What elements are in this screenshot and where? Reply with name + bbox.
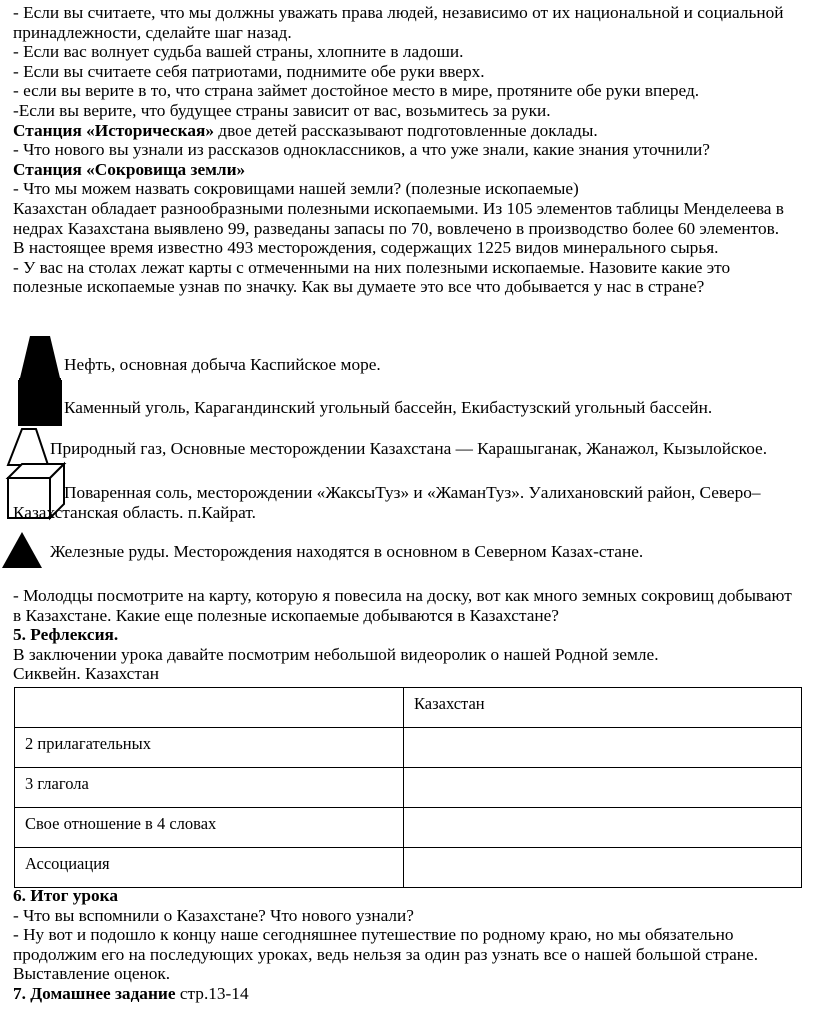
summary-block (13, 886, 803, 1004)
table-cell: 3 глагола (15, 768, 404, 808)
table-cell: Ассоциация (15, 848, 404, 888)
reflection-heading: 5. Рефлексия. (13, 625, 119, 645)
map-question: - Молодцы посмотрите на карту, которую я повесила на доску, вот как много земных сокровищ добывают в Казахстане. Какие еще полезные ископаемые добываются в Казахстане? (13, 586, 792, 625)
station-treasures-fact1: Казахстан обладает разнообразными полезными ископаемыми. Из 105 элементов таблицы Менделеева в недрах Казахстана выявлено 99, разведаны запасы по 70, вовлечено в производство более 60 элементов. (13, 198, 784, 238)
legend-iron-text: Железные руды. Месторождения находятся в основном в Северном Казах-стане. (50, 542, 644, 561)
table-header-cell: Казахстан (404, 688, 802, 728)
summary-text: - Ну вот и подошло к концу наше сегодняшнее путешествие по родному краю, но мы обязательно продолжим его на последующих уроках, ведь нельзя за один раз узнать все о нашей большой стране. (13, 925, 759, 964)
station-treasures-question: - Что мы можем назвать сокровищами нашей земли? (полезные ископаемые) (13, 179, 579, 199)
coal-icon (16, 378, 64, 428)
gas-icon (6, 427, 50, 467)
table-cell[interactable] (404, 808, 802, 848)
homework-pages: стр.13-14 (175, 983, 249, 1003)
reflection-text: В заключении урока давайте посмотрим небольшой видеоролик о нашей Родной земле. (13, 644, 659, 664)
homework-heading: 7. Домашнее задание (13, 983, 176, 1003)
station-treasures-fact2: В настоящее время известно 493 месторождения, содержащих 1225 видов минерального сырья. (13, 238, 719, 258)
map-block (13, 586, 803, 684)
legend-salt-text-2: Казахстанская область. п.Кайрат. (13, 503, 256, 522)
intro-line: - Если вы считаете себя патриотами, поднимите обе руки вверх. (13, 61, 485, 81)
intro-line: - Если вас волнует судьба вашей страны, хлопните в ладоши. (13, 42, 464, 62)
legend-oil-text: Нефть, основная добыча Каспийское море. (64, 355, 381, 374)
table-cell[interactable] (404, 848, 802, 888)
legend-gas-text: Природный газ, Основные месторождении Казахстана — Карашыганак, Жанажол, Кызылойское. (50, 439, 768, 458)
homework-line (13, 984, 803, 1004)
table-cell: Свое отношение в 4 словах (15, 808, 404, 848)
table-row (15, 768, 802, 808)
station-history-title: Станция «Историческая» (13, 120, 214, 140)
table-cell (15, 688, 404, 728)
table-cell[interactable] (404, 768, 802, 808)
summary-question: - Что вы вспомнили о Казахстане? Что нового узнали? (13, 905, 414, 925)
intro-line: -Если вы верите, что будущее страны зависит от вас, возьмитесь за руки. (13, 100, 551, 120)
legend-coal-text: Каменный уголь, Карагандинский угольный бассейн, Екибастузский угольный бассейн. (64, 398, 713, 417)
intro-line: - если вы верите в то, что страна займет достойное место в мире, протяните обе руки вперед. (13, 81, 700, 101)
table-cell: 2 прилагательных (15, 728, 404, 768)
summary-heading: 6. Итог урока (13, 886, 119, 905)
legend-salt-text: Поваренная соль, месторождении «ЖаксыТуз» и «ЖаманТуз». Уалихановский район, Северо– (64, 483, 761, 502)
intro-line: - Если вы считаете, что мы должны уважать права людей, независимо от их национальной и социальной принадлежности, сделайте шаг назад. (13, 3, 784, 42)
station-history-text: двое детей рассказывают подготовленные доклады. (213, 120, 598, 140)
table-row (15, 848, 802, 888)
station-history-question: - Что нового вы узнали из рассказов одноклассников, а что уже знали, какие знания уточнили? (13, 140, 710, 160)
station-treasures-title: Станция «Сокровища земли» (13, 159, 246, 179)
table-cell[interactable] (404, 728, 802, 768)
table-row (15, 808, 802, 848)
table-row (15, 688, 802, 728)
sinkwine-table (14, 687, 802, 888)
iron-ore-icon (0, 530, 44, 570)
station-treasures-task: - У вас на столах лежат карты с отмеченными на них полезными ископаемые. Назовите какие это полезные ископаемые узнав по значку. Как вы думаете это все что добывается у нас в стране? (13, 257, 731, 297)
table-row (15, 728, 802, 768)
summary-grades: Выставление оценок. (13, 964, 171, 984)
sinkwine-title: Сиквейн. Казахстан (13, 664, 159, 684)
